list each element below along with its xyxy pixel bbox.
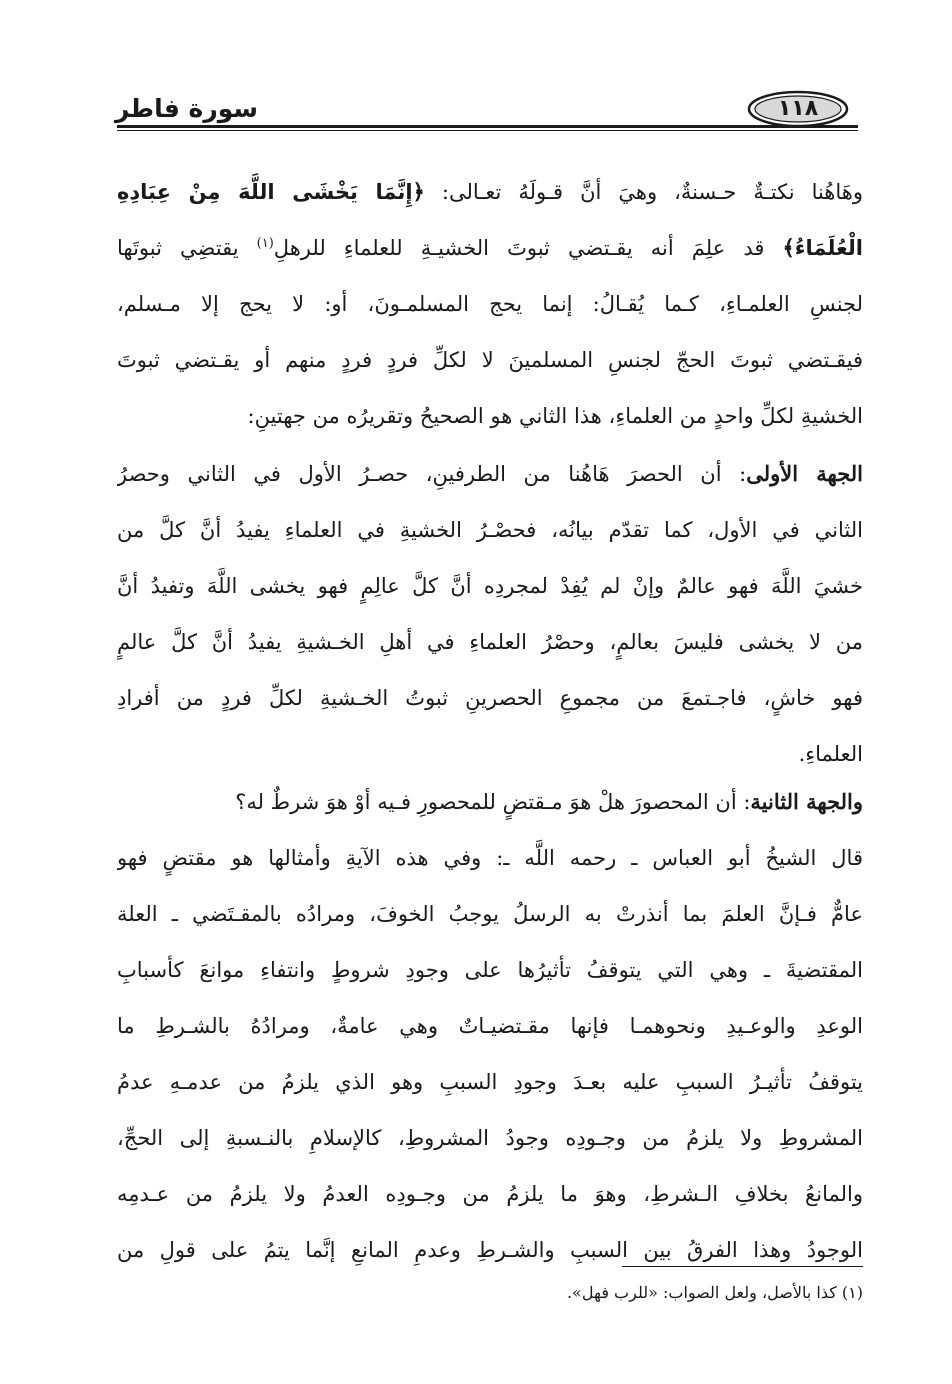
header-rule-thin bbox=[117, 130, 858, 131]
text-line: قال الشيخُ أبو العباس ـ رحمه اللَّه ـ: وفي هذه الآيةِ وأمثالها هو مقتضٍ فهو bbox=[117, 846, 863, 870]
paragraph-intro bbox=[117, 164, 863, 444]
text-line: يتوقفُ تأثيـرُ السببِ عليه بعـدَ وجودِ السببِ وهو الذي يلزمُ من عدمـهِ عدمُ bbox=[117, 1070, 863, 1094]
text-line: الوجودُ وهذا الفرقُ بين السببِ والشـرطِ وعدمِ المانعِ إنَّما يتمُ على قولِ من bbox=[117, 1238, 863, 1262]
footnote: (١) كذا بالأصل، ولعل الصواب: «للرب فهل». bbox=[566, 1283, 863, 1302]
section-label: والجهة الثانية bbox=[750, 789, 863, 814]
text-line: العلماءِ. bbox=[798, 742, 863, 766]
header-rule bbox=[117, 125, 858, 128]
text-line: والجهة الثانية: أن المحصورَ هلْ هوَ مـقتضٍ للمحصورِ فـيه أوْ هوَ شرطٌ له؟ bbox=[235, 789, 863, 814]
footnote-rule bbox=[622, 1266, 863, 1267]
text-line: الْعُلَمَاءُ﴾ قد علِمَ أنه يقـتضي ثبوتَ الخشيـةِ للعلماءِ للرهلِ$^{(١)}$ يقتضِي ثبوتَها bbox=[117, 236, 863, 260]
text-line: خشيَ اللَّهَ فهو عالمٌ وإنْ لم يُفِدْ لمجردِه أنَّ كلَّ عالِمٍ فهو يخشى اللَّهَ وتفيدُ أنَّ bbox=[117, 574, 863, 598]
text-line: الثاني في الأول، كما تقدّم بيانُه، فحصْـرُ الخشيةِ في العلماءِ يفيدُ أنَّ كلَّ من bbox=[117, 518, 863, 542]
quran-verse: ﴿إِنَّمَا يَخْشَى اللَّهَ مِنْ عِبَادِهِ bbox=[117, 180, 425, 204]
text-line: المشروطِ ولا يلزمُ من وجـودِه وجودُ المشروطِ، كالإسلامِ بالنـسبةِ إلى الحجِّ، bbox=[117, 1126, 863, 1150]
text-line: من لا يخشى فليسَ بعالمٍ، وحصْرُ العلماءِ في أهلِ الخـشيةِ يفيدُ أنَّ كلَّ عالمٍ bbox=[117, 630, 863, 654]
text-line: وهَاهُنا نكتـةٌ حـسنةٌ، وهيَ أنَّ قـولَهُ تعـالى: ﴿إِنَّمَا يَخْشَى اللَّهَ مِنْ عِبَادِهِ bbox=[117, 180, 863, 204]
page-number-badge bbox=[747, 90, 849, 128]
text-line: فيقـتضي ثبوتَ الحجّ لجنسِ المسلمينَ لا لكلِّ فردٍ فردٍ منهم أو يقـتضي ثبوتَ bbox=[117, 348, 863, 372]
text-line: المقتضيةَ ـ وهي التي يتوقفُ تأثيرُها على وجودِ شروطٍ وانتفاءِ موانعَ كأسبابِ bbox=[117, 958, 863, 982]
page-number: ١١٨ bbox=[777, 96, 819, 121]
text-line: والمانعُ بخلافِ الـشرطِ، وهوَ ما يلزمُ من وجـودِه العدمُ ولا يلزمُ من عـدمِه bbox=[117, 1182, 863, 1206]
paragraph-first-aspect bbox=[117, 446, 863, 782]
text-line: لجنسِ العلمـاءِ، كـما يُقـالُ: إنما يحج المسلمـونَ، أو: لا يحج إلا مـسلم، bbox=[117, 292, 863, 316]
paragraph-second-aspect bbox=[117, 774, 863, 1278]
text-line: الجهة الأولى: أن الحصرَ هَاهُنا من الطرفينِ، حصـرُ الأول في الثاني وحصرُ bbox=[117, 461, 863, 486]
footnote-marker: (١) bbox=[256, 236, 274, 251]
text-line: فهو خاشٍ، فاجـتمعَ من مجموعِ الحصرينِ ثبوتُ الخـشيةِ لكلِّ فردٍ من أفرادِ bbox=[117, 686, 863, 710]
surah-title: سورة فاطر bbox=[115, 94, 258, 123]
text-line: الوعدِ والوعـيدِ ونحوهمـا فإنها مقـتضيـاتٌ وهي عامةٌ، ومرادُهُ بالشـرطِ ما bbox=[117, 1014, 863, 1038]
quran-verse: الْعُلَمَاءُ﴾ bbox=[782, 236, 863, 260]
text-line: الخشيةِ لكلِّ واحدٍ من العلماءِ، هذا الثاني هو الصحيحُ وتقريرُه من جهتينِ: bbox=[247, 404, 863, 428]
text-line: عامٌّ فـإنَّ العلمَ بما أنذرتْ به الرسلُ يوجبُ الخوفَ، ومرادُه بالمقـتَضي ـ العلة bbox=[117, 902, 863, 926]
section-label: الجهة الأولى bbox=[746, 461, 863, 486]
